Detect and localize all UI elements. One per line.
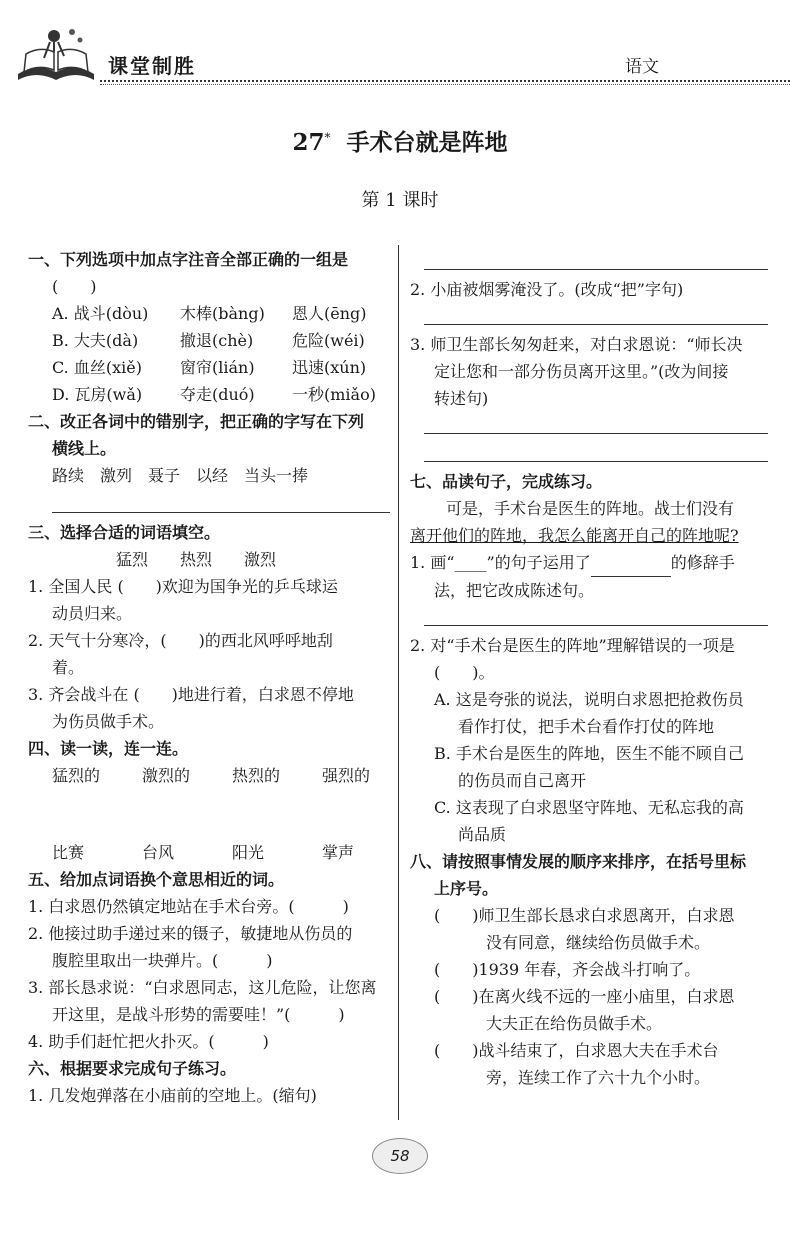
left-column xyxy=(28,246,390,1109)
option-text: B. 大夫(dà) xyxy=(52,331,139,350)
section-1-heading: 一、下列选项中加点字注音全部正确的一组是 xyxy=(28,250,349,269)
option-text: 一秒(miǎo) xyxy=(292,385,376,404)
page-number: 58 xyxy=(372,1138,428,1174)
section-5-heading: 五、给加点词语换个意思相近的词。 xyxy=(28,870,285,889)
choice-line: A. 这是夸张的说法，说明白求恩把抢救伤员 xyxy=(434,690,744,709)
match-bottom-row xyxy=(28,839,390,866)
section-6-heading: 六、根据要求完成句子练习。 xyxy=(28,1059,237,1078)
brand-title: 课堂制胜 xyxy=(108,54,196,78)
lesson-name: 手术台就是阵地 xyxy=(346,129,508,156)
option-b xyxy=(52,327,390,354)
choice-line: 尚品质 xyxy=(458,825,507,844)
question-line: 转述句) xyxy=(434,389,489,408)
option-text: C. 血丝(xiě) xyxy=(52,358,142,377)
lesson-mark: * xyxy=(324,130,331,145)
question-line: 3. 师卫生部长匆匆赶来，对白求恩说：“师长决 xyxy=(410,335,743,354)
choice-line: C. 这表现了白求恩坚守阵地、无私忘我的高 xyxy=(434,798,744,817)
question-line: 1. 白求恩仍然镇定地站在手术台旁。( ) xyxy=(28,897,349,916)
option-c xyxy=(52,354,390,381)
order-item: ( )师卫生部长恳求白求恩离开，白求恩 xyxy=(434,906,735,925)
question-line: 1. 全国人民 ( )欢迎为国争光的乒乓球运 xyxy=(28,577,338,596)
order-item: ( )在离火线不远的一座小庙里，白求恩 xyxy=(434,987,735,1006)
question-line: 2. 他接过助手递过来的镊子，敏捷地从伤员的 xyxy=(28,924,353,943)
option-a xyxy=(52,300,390,327)
match-item[interactable]: 阳光 xyxy=(232,843,265,862)
match-top-row xyxy=(28,762,390,789)
choice-line: B. 手术台是医生的阵地，医生不能不顾自己 xyxy=(434,744,744,763)
order-item: ( )战斗结束了，白求恩大夫在手术台 xyxy=(434,1041,719,1060)
match-item[interactable]: 比赛 xyxy=(52,843,85,862)
order-item-cont: 旁，连续工作了六十九个小时。 xyxy=(486,1068,711,1087)
section-4-heading: 四、读一读，连一连。 xyxy=(28,739,189,758)
question-line: 2. 对“手术台是医生的阵地”理解错误的一项是 xyxy=(410,636,735,655)
match-item[interactable]: 猛烈的 xyxy=(52,766,101,785)
option-text: 窗帘(lián) xyxy=(180,358,255,377)
option-text: 撤退(chè) xyxy=(180,331,254,350)
question-line: 法，把它改成陈述句。 xyxy=(434,581,595,600)
option-list xyxy=(28,300,390,408)
blank-field[interactable] xyxy=(591,549,671,577)
word-choices: 猛烈 热烈 激烈 xyxy=(116,550,277,569)
passage-line: 离开他们的阵地，我怎么能离开自己的阵地呢? xyxy=(410,526,739,545)
passage-line: 可是，手术台是医生的阵地。战士们没有 xyxy=(446,499,735,518)
question-line: 为伤员做手术。 xyxy=(52,712,165,731)
question-text: 的修辞手 xyxy=(670,553,735,572)
match-item[interactable]: 热烈的 xyxy=(232,766,281,785)
question-line: 腹腔里取出一块弹片。( ) xyxy=(52,951,273,970)
question-line: 4. 助手们赶忙把火扑灭。( ) xyxy=(28,1032,269,1051)
right-column xyxy=(410,246,768,1091)
section-8-heading-cont: 上序号。 xyxy=(434,879,499,898)
option-text: 恩人(ēng) xyxy=(292,304,367,323)
section-2-heading-cont: 横线上。 xyxy=(52,439,117,458)
question-line xyxy=(410,549,768,577)
question-line: ( )。 xyxy=(434,663,495,682)
match-item[interactable]: 台风 xyxy=(142,843,175,862)
column-divider xyxy=(398,245,399,1120)
lesson-number: 27 xyxy=(292,129,325,156)
order-item-cont: 没有同意，继续给伤员做手术。 xyxy=(486,933,711,952)
option-text: A. 战斗(dòu) xyxy=(52,304,149,323)
choice-line: 看作打仗，把手术台看作打仗的阵地 xyxy=(458,717,715,736)
section-3-heading: 三、选择合适的词语填空。 xyxy=(28,523,221,542)
question-line: 3. 齐会战斗在 ( )地进行着，白求恩不停地 xyxy=(28,685,354,704)
header-divider xyxy=(100,80,790,82)
lesson-title xyxy=(0,124,800,157)
option-text: 迅速(xún) xyxy=(292,358,367,377)
typo-words: 路续 激列 聂子 以经 当头一捧 xyxy=(52,466,309,485)
answer-bracket: ( ) xyxy=(52,277,97,296)
question-text: 1. 画“____”的句子运用了 xyxy=(410,553,591,572)
option-d xyxy=(52,381,390,408)
question-line: 2. 天气十分寒冷，( )的西北风呼呼地刮 xyxy=(28,631,333,650)
option-text: D. 瓦房(wǎ) xyxy=(52,385,143,404)
subject-label: 语文 xyxy=(625,57,659,77)
question-line: 动员归来。 xyxy=(52,604,133,623)
choice-line: 的伤员而自己离开 xyxy=(458,771,587,790)
lesson-period: 第 1 课时 xyxy=(361,190,439,211)
match-item[interactable]: 掌声 xyxy=(322,843,355,862)
order-item: ( )1939 年春，齐会战斗打响了。 xyxy=(434,960,701,979)
option-text: 木棒(bàng) xyxy=(180,304,265,323)
question-line: 着。 xyxy=(52,658,85,677)
option-text: 危险(wéi) xyxy=(292,331,365,350)
question-line: 2. 小庙被烟雾淹没了。(改成“把”字句) xyxy=(410,280,684,299)
option-text: 夺走(duó) xyxy=(180,385,255,404)
match-item[interactable]: 强烈的 xyxy=(322,766,371,785)
section-7-heading: 七、品读句子，完成练习。 xyxy=(410,472,603,491)
section-2-heading: 二、改正各词中的错别字，把正确的字写在下列 xyxy=(28,412,365,431)
order-item-cont: 大夫正在给伤员做手术。 xyxy=(486,1014,663,1033)
question-line: 开这里，是战斗形势的需要哇！”( ) xyxy=(52,1005,345,1024)
header-divider-2 xyxy=(100,84,790,85)
section-8-heading: 八、请按照事情发展的顺序来排序，在括号里标 xyxy=(410,852,747,871)
match-item[interactable]: 激烈的 xyxy=(142,766,191,785)
book-logo-icon xyxy=(14,22,98,84)
question-line: 3. 部长恳求说：“白求恩同志，这儿危险，让您离 xyxy=(28,978,377,997)
question-line: 1. 几发炮弹落在小庙前的空地上。(缩句) xyxy=(28,1086,317,1105)
question-line: 定让您和一部分伤员离开这里。”(改为间接 xyxy=(434,362,729,381)
